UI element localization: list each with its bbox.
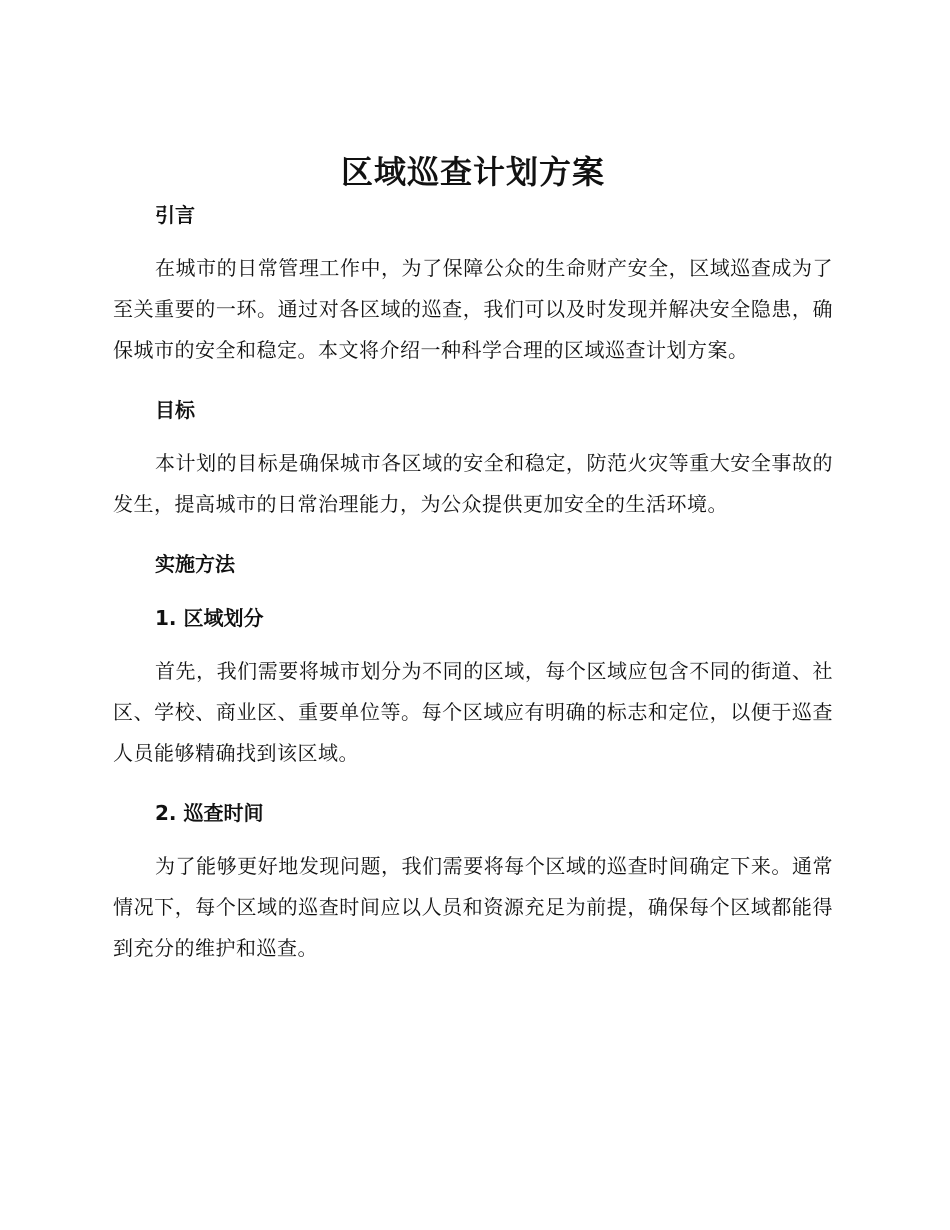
section-paragraph-area-division: 首先，我们需要将城市划分为不同的区域，每个区域应包含不同的街道、社区、学校、商业区、重要单位等。每个区域应有明确的标志和定位，以便于巡查人员能够精确找到该区域。: [113, 659, 833, 765]
section-heading-methods: 实施方法: [155, 552, 235, 576]
section-paragraph-patrol-time: 为了能够更好地发现问题，我们需要将每个区域的巡查时间确定下来。通常情况下，每个区域的巡查时间应以人员和资源充足为前提，确保每个区域都能得到充分的维护和巡查。: [113, 854, 833, 960]
section-heading-area-division: 1. 区域划分: [155, 606, 264, 630]
document-title: 区域巡查计划方案: [340, 153, 605, 191]
section-paragraph-introduction: 在城市的日常管理工作中，为了保障公众的生命财产安全，区域巡查成为了至关重要的一环。通过对各区域的巡查，我们可以及时发现并解决安全隐患，确保城市的安全和稳定。本文将介绍一种科学合理的区域巡查计划方案。: [113, 256, 833, 362]
document-content: [113, 150, 833, 969]
section-heading-goal: 目标: [155, 398, 195, 422]
section-heading-patrol-time: 2. 巡查时间: [155, 801, 264, 825]
section-paragraph-goal: 本计划的目标是确保城市各区域的安全和稳定，防范火灾等重大安全事故的发生，提高城市的日常治理能力，为公众提供更加安全的生活环境。: [113, 451, 833, 516]
section-heading-introduction: 引言: [155, 203, 195, 227]
